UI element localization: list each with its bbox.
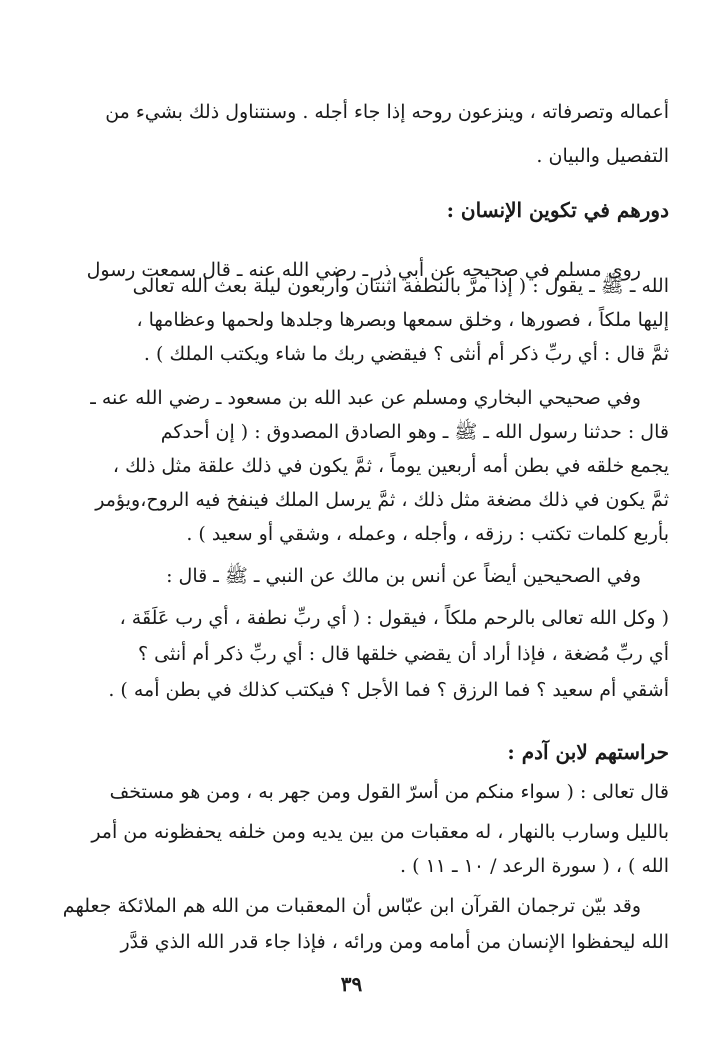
section-heading-guarding: حراستهم لابن آدم : <box>507 740 669 764</box>
text-line-4: روى مسلم في صحيحه عن أبي ذر ـ رضي الله عنه ـ قال سمعت رسول <box>86 259 641 281</box>
text-line-9: قال : حدثنا رسول الله ـ ﷺ ـ وهو الصادق المصدوق : ( إن أحدكم <box>160 421 669 443</box>
text-line-16: أشقي أم سعيد ؟ فما الرزق ؟ فما الأجل ؟ فيكتب كذلك في بطن أمه ) . <box>108 679 669 701</box>
text-line-6: إليها ملكاً ، فصورها ، وخلق سمعها وبصرها وجلدها ولحمها وعظامها ، <box>136 309 669 331</box>
text-line-8: وفي صحيحي البخاري ومسلم عن عبد الله بن مسعود ـ رضي الله عنه ـ <box>90 387 641 409</box>
page-number: ٣٩ <box>340 972 363 996</box>
text-line-18: قال تعالى : ( سواء منكم من أسرّ القول ومن جهر به ، ومن هو مستخف <box>109 781 669 803</box>
text-line-7: ثمَّ قال : أي ربِّ ذكر أم أنثى ؟ فيقضي ربك ما شاء ويكتب الملك ) . <box>143 343 669 365</box>
text-line-11: ثمَّ يكون في ذلك مضغة مثل ذلك ، ثمَّ يرسل الملك فينفخ فيه الروح،ويؤمر <box>95 489 669 511</box>
text-line-19: بالليل وسارب بالنهار ، له معقبات من بين يديه ومن خلفه يحفظونه من أمر <box>91 821 669 843</box>
text-line-15: أي ربِّ مُضغة ، فإذا أراد أن يقضي خلقها قال : أي ربِّ ذكر أم أنثى ؟ <box>138 643 669 665</box>
text-line-22: الله ليحفظوا الإنسان من أمامه ومن ورائه ، فإذا جاء قدر الله الذي قدَّر <box>120 931 669 953</box>
text-line-5: الله ـ ﷺ ـ يقول : ( إذا مرَّ بالنطفة اثنتان وأربعون ليلة بعث الله تعالى <box>132 275 669 297</box>
text-line-14: ( وكل الله تعالى بالرحم ملكاً ، فيقول : ( أي ربِّ نطفة ، أي رب عَلَقَة ، <box>119 607 669 629</box>
section-heading-role-in-creation: دورهم في تكوين الإنسان : <box>446 198 669 222</box>
text-line-20: الله ) ، ( سورة الرعد / ١٠ ـ ١١ ) . <box>400 855 669 877</box>
text-line-10: يجمع خلقه في بطن أمه أربعين يوماً ، ثمَّ يكون في ذلك علقة مثل ذلك ، <box>112 455 669 477</box>
text-line-21: وقد بيّن ترجمان القرآن ابن عبّاس أن المعقبات من الله هم الملائكة جعلهم <box>62 895 641 917</box>
text-line-12: بأربع كلمات تكتب : رزقه ، وأجله ، وعمله ، وشقي أو سعيد ) . <box>186 523 669 545</box>
text-line-1: أعماله وتصرفاته ، وينزعون روحه إذا جاء أجله . وسنتناول ذلك بشيء من <box>105 101 669 123</box>
text-line-13: وفي الصحيحين أيضاً عن أنس بن مالك عن النبي ـ ﷺ ـ قال : <box>166 565 641 587</box>
text-line-2: التفصيل والبيان . <box>536 145 669 167</box>
